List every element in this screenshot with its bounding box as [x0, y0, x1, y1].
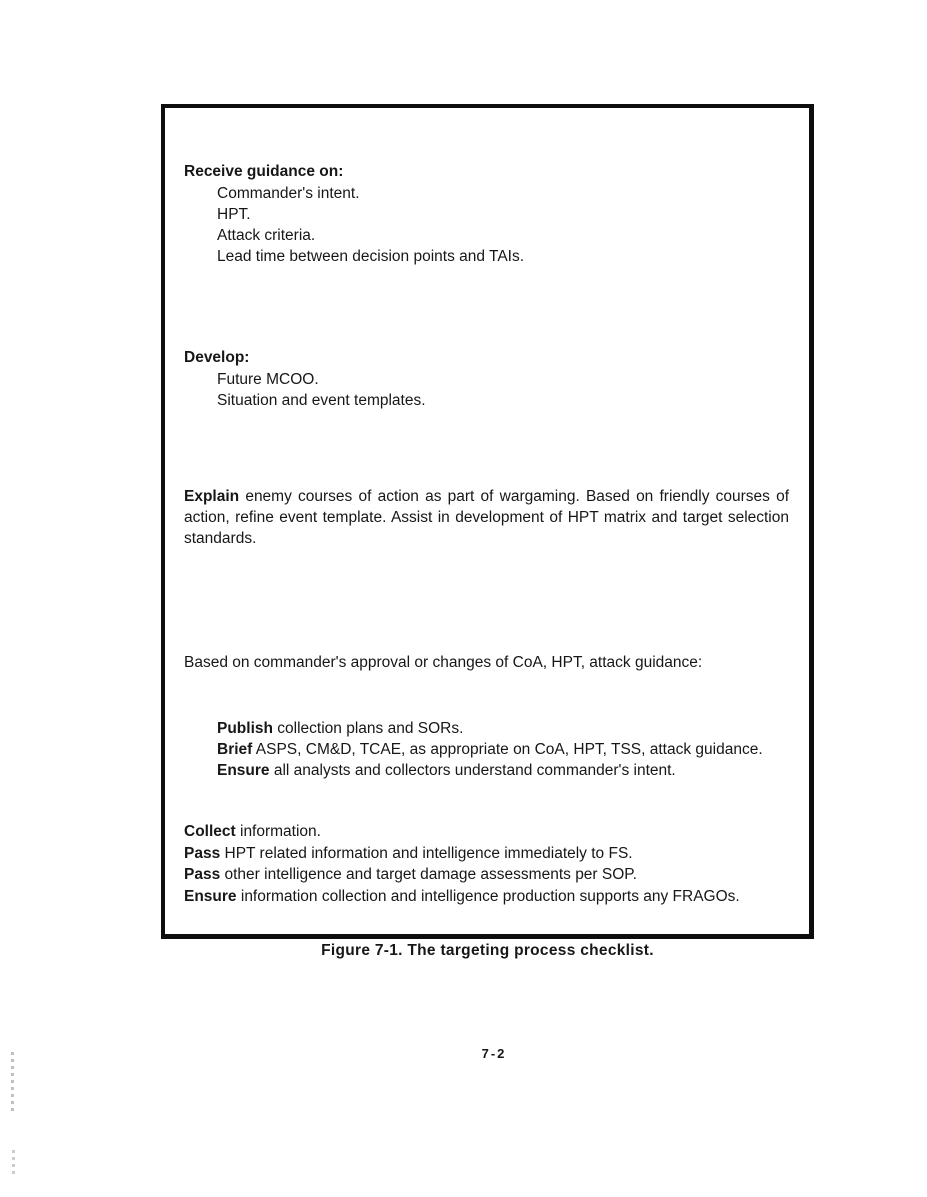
- page-number: 7-2: [481, 1046, 507, 1061]
- execution-section: [184, 821, 740, 907]
- checklist-item: Commander's intent.: [217, 185, 360, 202]
- checklist-item: Situation and event templates.: [217, 392, 426, 409]
- develop-section: [184, 347, 426, 411]
- scan-artifact: [11, 1052, 14, 1112]
- section-heading-receive: Receive guidance on:: [184, 163, 344, 180]
- checklist-line: [184, 843, 740, 865]
- figure-caption: Figure 7-1. The targeting process checklist.: [321, 942, 654, 959]
- line-lead: Brief: [217, 741, 253, 758]
- checklist-line: [217, 739, 763, 760]
- line-text: all analysts and collectors understand commander's intent.: [269, 762, 676, 779]
- explain-paragraph: [184, 486, 789, 549]
- checklist-line: [184, 886, 740, 908]
- line-text: HPT related information and intelligence immediately to FS.: [220, 844, 633, 862]
- checklist-line: [184, 821, 740, 843]
- line-text: collection plans and SORs.: [272, 720, 464, 737]
- line-text: ASPS, CM&D, TCAE, as appropriate on CoA, HPT, TSS, attack guidance.: [252, 741, 763, 758]
- receive-guidance-section: [184, 161, 524, 267]
- line-text: information collection and intelligence production supports any FRAGOs.: [236, 887, 740, 905]
- section-heading-develop: Develop:: [184, 349, 250, 366]
- line-lead: Publish: [217, 720, 273, 737]
- checklist-line: [217, 760, 763, 781]
- line-lead: Ensure: [184, 887, 237, 905]
- develop-items: [217, 369, 426, 411]
- dissemination-section: [217, 718, 763, 781]
- checklist-line: [217, 718, 763, 739]
- line-lead: Ensure: [217, 762, 270, 779]
- line-lead: Collect: [184, 823, 236, 840]
- explain-lead: Explain: [184, 488, 240, 505]
- checklist-line: [184, 864, 740, 886]
- receive-items: [217, 183, 524, 267]
- checklist-item: HPT.: [217, 206, 251, 223]
- based-on-line: Based on commander's approval or changes of CoA, HPT, attack guidance:: [184, 654, 703, 671]
- scan-artifact: [12, 1150, 15, 1175]
- line-lead: Pass: [184, 866, 221, 883]
- explain-text: enemy courses of action as part of wargaming. Based on friendly courses of action, refine event template. Assist in development of HPT matrix and target selection standards.: [184, 488, 789, 547]
- line-text: information.: [235, 823, 321, 840]
- checklist-item: Future MCOO.: [217, 371, 319, 388]
- checklist-item: Lead time between decision points and TAIs.: [217, 248, 525, 265]
- checklist-item: Attack criteria.: [217, 227, 316, 244]
- line-lead: Pass: [184, 844, 221, 862]
- line-text: other intelligence and target damage assessments per SOP.: [220, 866, 637, 883]
